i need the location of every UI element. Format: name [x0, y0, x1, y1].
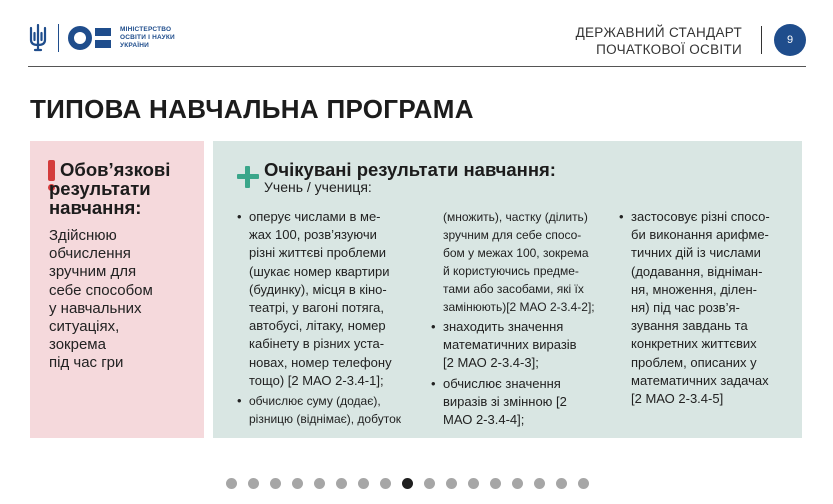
item-line: кабінету в різних уста-	[249, 336, 385, 352]
list-item	[236, 392, 426, 428]
bullet-icon: •	[431, 319, 436, 334]
item-line: знаходить значення	[443, 319, 564, 334]
results-column-3	[618, 208, 798, 410]
trident-icon	[28, 24, 48, 52]
mon-logo-mark	[68, 26, 111, 50]
item-line: зування завдань та	[631, 318, 748, 334]
item-line: обчислює значення	[443, 375, 561, 391]
item-line: тами або засобами, які їх	[443, 282, 584, 296]
body-line: зокрема	[49, 336, 106, 354]
logo-bars-icon	[95, 28, 111, 48]
bullet-icon: •	[237, 209, 242, 224]
heading-line: Обов’язкові	[60, 159, 171, 180]
item-line: театрі, у вагоні потяга,	[249, 300, 385, 316]
item-line: й користуючись предме-	[443, 264, 579, 278]
bullet-icon: •	[431, 375, 436, 391]
ministry-name-line: УКРАЇНИ	[120, 42, 150, 49]
bullet-icon: •	[619, 209, 624, 224]
standard-title	[576, 24, 742, 58]
item-line: (множить), частку (ділить)	[443, 210, 588, 224]
expected-results-heading: Очікувані результати навчання:	[264, 159, 556, 180]
pagination-dot[interactable]	[578, 478, 589, 489]
item-line: бом у межах 100, зокрема	[443, 246, 589, 260]
pagination-dot[interactable]	[380, 478, 391, 489]
item-line: [2 МАО 2-3.4-5]	[631, 391, 724, 407]
item-line: оперує числами в ме-	[249, 209, 381, 224]
logo-circle-icon	[68, 26, 92, 50]
results-column-1	[236, 208, 426, 430]
pagination-dot[interactable]	[314, 478, 325, 489]
pagination-dot[interactable]	[292, 478, 303, 489]
ministry-name-line: ОСВІТИ І НАУКИ	[120, 34, 175, 41]
standard-title-line: ПОЧАТКОВОЇ ОСВІТИ	[596, 42, 742, 57]
header-rule	[28, 66, 806, 67]
item-line: проблем, описаних у	[631, 354, 757, 370]
body-line: обчислення	[49, 245, 131, 263]
standard-title-line: ДЕРЖАВНИЙ СТАНДАРТ	[575, 25, 742, 40]
body-line: зручним для	[49, 263, 137, 281]
list-item	[430, 318, 610, 373]
item-line: тичних дій із числами	[631, 245, 761, 261]
plus-icon	[237, 166, 259, 188]
item-line: математичних виразів	[443, 337, 577, 353]
item-line: [2 МАО 2-3.4-3];	[443, 355, 539, 371]
item-line: (додавання, відніман-	[631, 263, 763, 279]
body-line: у навчальних	[49, 299, 142, 317]
item-line: зручним для себе спосо-	[443, 228, 582, 242]
item-line: МАО 2-3.4-4];	[443, 412, 525, 428]
body-line: себе способом	[49, 281, 153, 299]
header-divider	[761, 26, 762, 54]
mandatory-results-body	[49, 227, 199, 373]
student-subheading: Учень / учениця:	[264, 179, 372, 195]
page-title: ТИПОВА НАВЧАЛЬНА ПРОГРАМА	[30, 94, 474, 124]
item-line: ня) під час розв’я-	[631, 300, 740, 316]
pagination-dot[interactable]	[468, 478, 479, 489]
body-line: під час гри	[49, 354, 124, 372]
pagination-dot[interactable]	[424, 478, 435, 489]
item-line: застосовує різні спосо-	[631, 209, 770, 224]
ministry-logo[interactable]	[28, 24, 175, 52]
list-item	[236, 208, 426, 390]
results-column-2	[430, 208, 610, 431]
item-line: новах, номер телефону	[249, 354, 392, 370]
heading-line: навчання:	[49, 197, 142, 218]
pagination-dot[interactable]	[226, 478, 237, 489]
pagination-dot-active[interactable]	[402, 478, 413, 489]
pagination-dot[interactable]	[446, 478, 457, 489]
body-line: Здійснюю	[49, 227, 117, 244]
item-line: тощо) [2 МАО 2-3.4-1];	[249, 372, 384, 388]
item-line: (будинку), місця в кіно-	[249, 281, 387, 297]
heading-line: результати	[49, 178, 151, 199]
page-number-badge: 9	[774, 24, 806, 56]
item-line: різні життєві проблеми	[249, 245, 387, 261]
item-line: жах 100, розв’язуючи	[249, 227, 377, 243]
item-line: обчислює суму (додає),	[249, 394, 381, 409]
item-line: різницю (віднімає), добуток	[249, 412, 401, 427]
item-line: конкретних життєвих	[631, 336, 757, 352]
pagination-dot[interactable]	[534, 478, 545, 489]
item-line: виразів зі змінною [2	[443, 393, 567, 409]
item-line: замінюють)[2 МАО 2-3.4-2];	[443, 300, 595, 314]
item-line: (шукає номер квартири	[249, 263, 390, 279]
mandatory-results-heading	[49, 159, 210, 218]
pagination-dot[interactable]	[336, 478, 347, 489]
pagination-dot[interactable]	[358, 478, 369, 489]
bullet-icon: •	[237, 393, 242, 409]
pagination-dot[interactable]	[556, 478, 567, 489]
list-item-continuation	[430, 208, 610, 316]
pagination-dot[interactable]	[490, 478, 501, 489]
list-item	[618, 208, 798, 408]
header	[28, 18, 806, 62]
item-line: ня, множення, ділен-	[631, 281, 757, 297]
list-item	[430, 375, 610, 430]
pagination-dot[interactable]	[512, 478, 523, 489]
pagination-dot[interactable]	[248, 478, 259, 489]
ministry-name	[120, 26, 175, 50]
body-line: ситуаціях,	[49, 318, 120, 336]
slide-pagination	[226, 478, 589, 489]
ministry-name-line: МІНІСТЕРСТВО	[120, 26, 172, 33]
item-line: автобусі, літаку, номер	[249, 318, 386, 334]
pagination-dot[interactable]	[270, 478, 281, 489]
item-line: математичних задачах	[631, 372, 769, 388]
logo-divider	[58, 24, 59, 52]
item-line: би виконання арифме-	[631, 227, 769, 243]
